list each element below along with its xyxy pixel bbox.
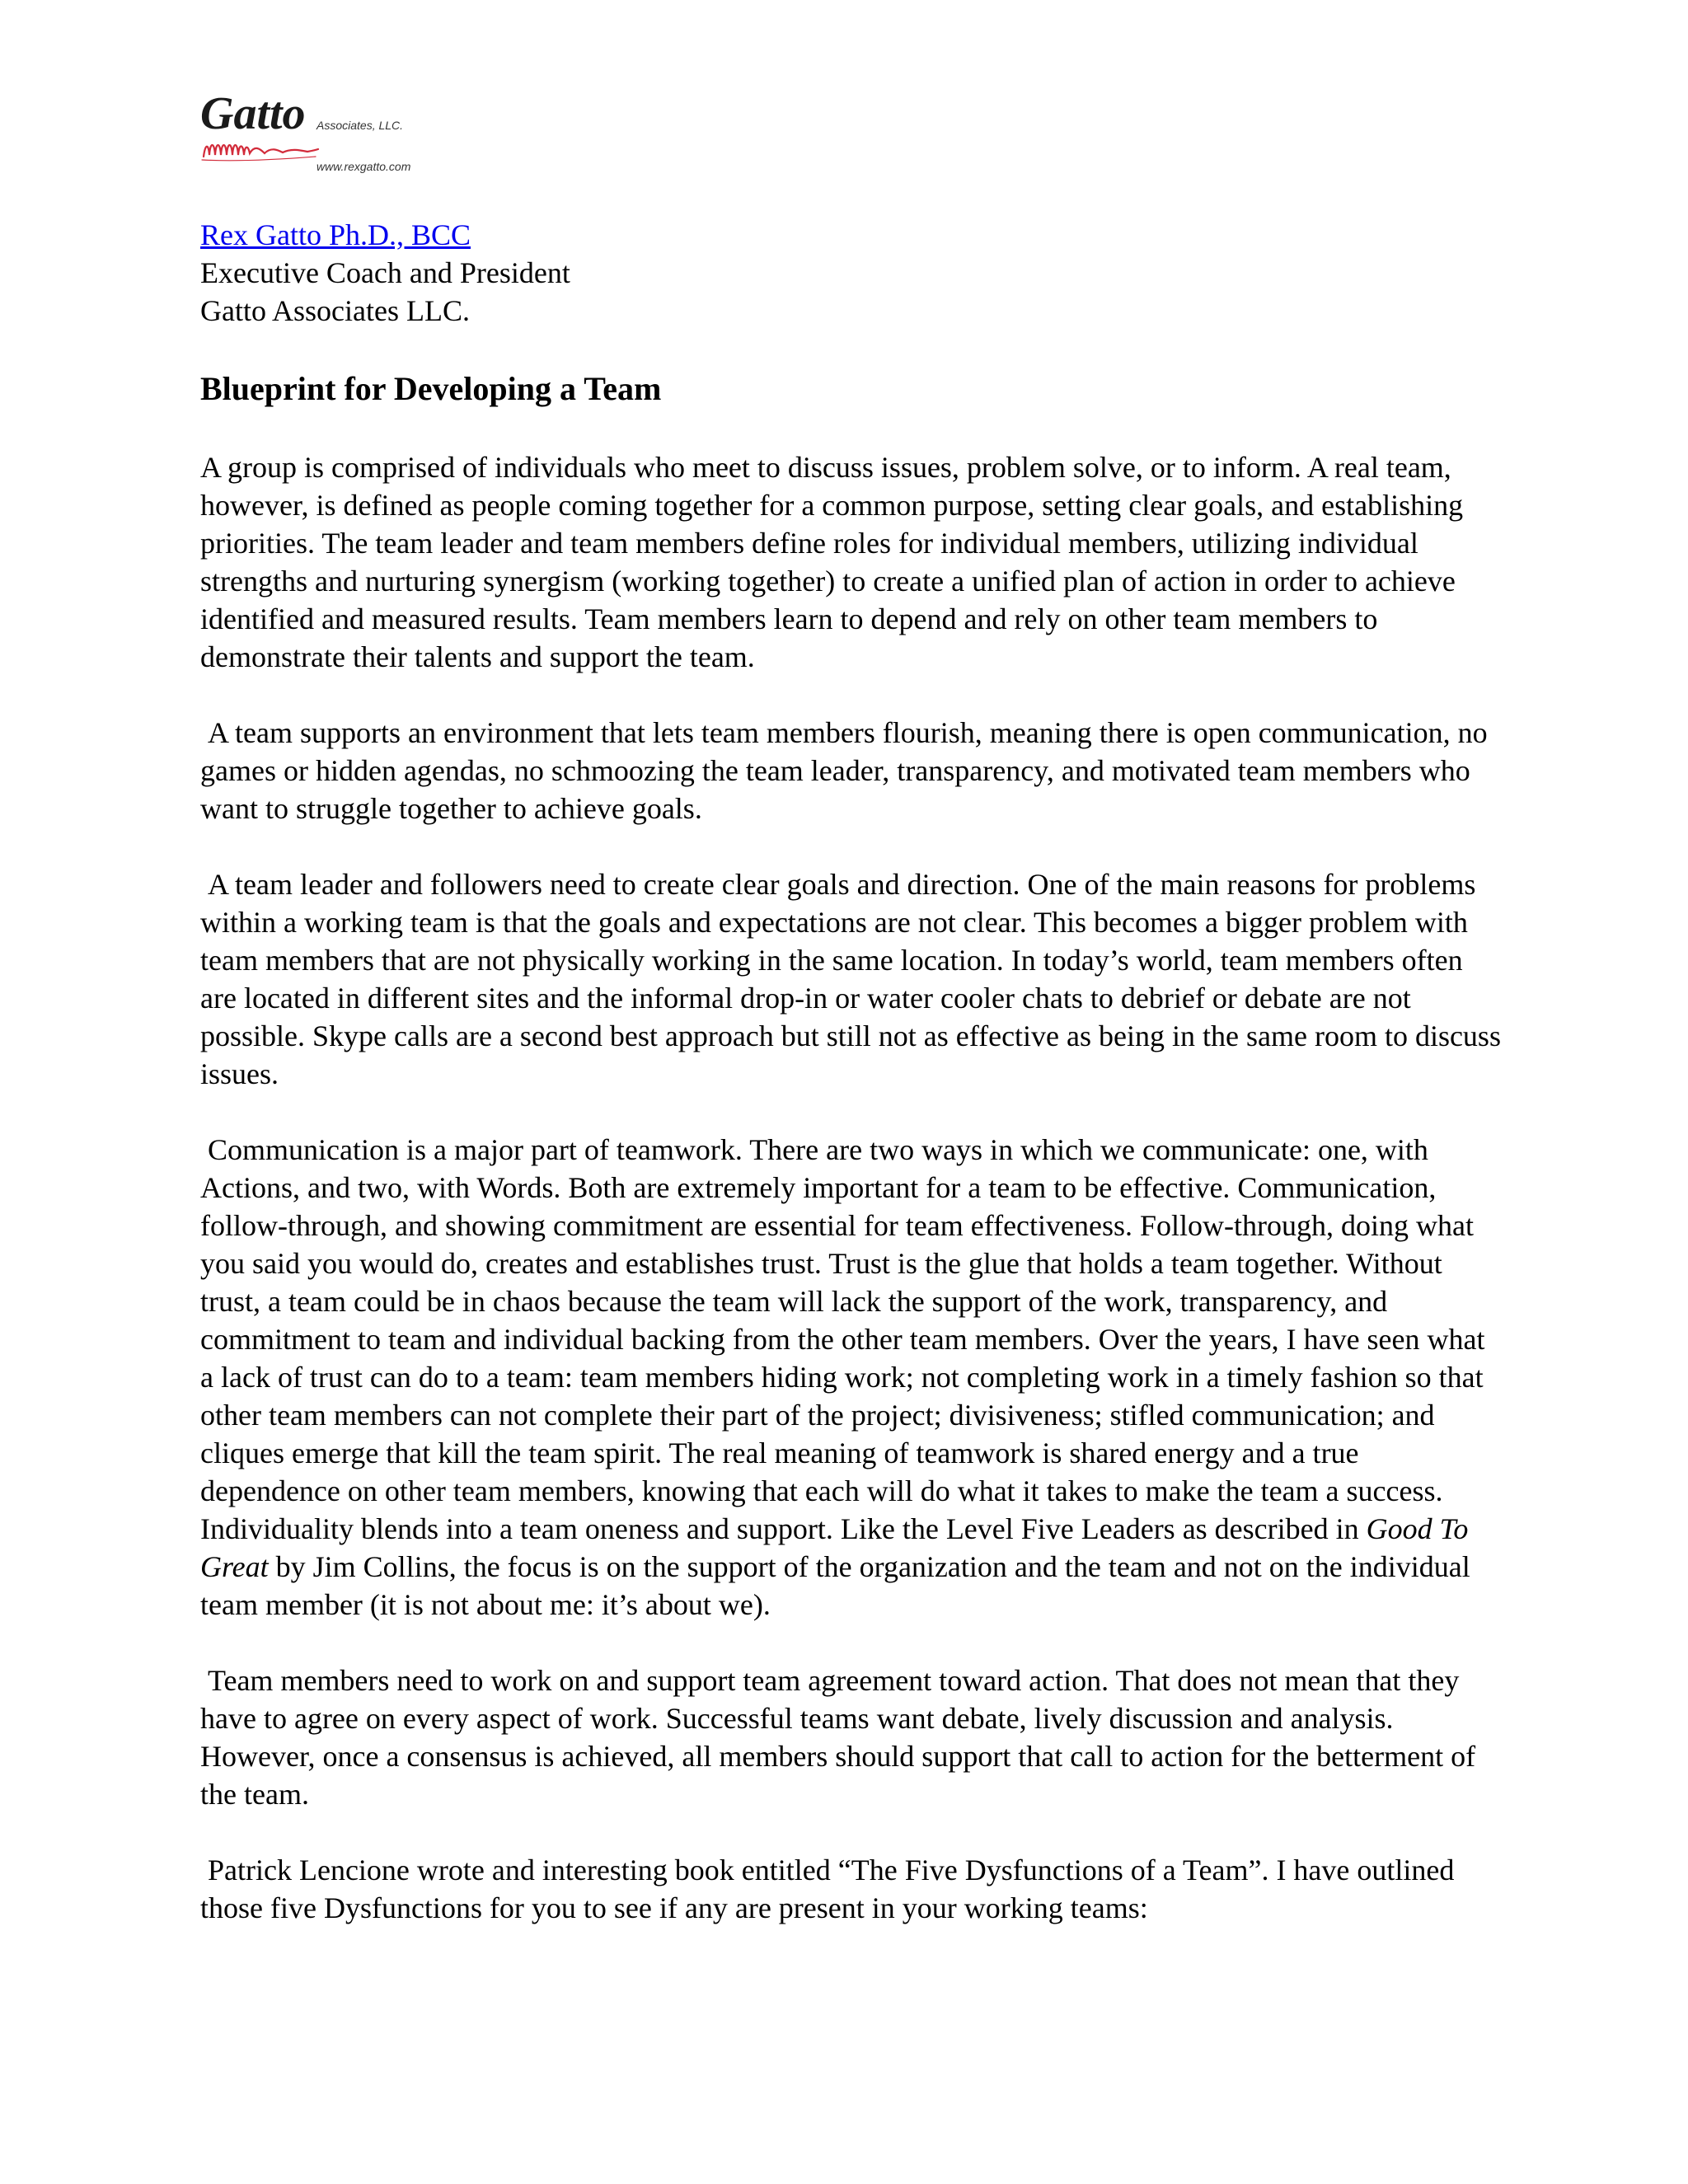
author-company: Gatto Associates LLC. [200, 294, 470, 327]
signature-swash-icon [200, 138, 320, 163]
body-paragraph: A team supports an environment that lets team members flourish, meaning there is open communication, no games or hidden agendas, no schmoozing the team leader, transparency, and motivated team members who want to struggle together to achieve goals. [200, 716, 1495, 825]
body-paragraph [200, 1131, 1503, 1624]
body-paragraph: Team members need to work on and support team agreement toward action. That does not mean that they have to agree on every aspect of work. Successful teams want debate, lively discussion and analysis. However, once a consensus is achieved, all members should support that call to action for the betterment of the team. [200, 1664, 1484, 1811]
body-paragraph: A group is comprised of individuals who meet to discuss issues, problem solve, or to inform. A real team, however, is defined as people coming together for a common purpose, setting clear goals, and establishing priorities. The team leader and team members define roles for individual members, utilizing individual strengths and nurturing synergism (working together) to create a unified plan of action in order to achieve identified and measured results. Team members learn to depend and rely on other team members to demonstrate their talents and support the team. [200, 451, 1471, 673]
book-title: Good To Great [200, 1512, 1476, 1583]
company-logo [200, 88, 448, 181]
author-block [200, 216, 1503, 330]
document-body [200, 448, 1508, 1927]
document-page [200, 88, 1508, 1927]
logo-subtitle: Associates, LLC. [316, 119, 404, 132]
logo-url: www.rexgatto.com [316, 160, 411, 173]
author-role: Executive Coach and President [200, 256, 570, 289]
logo-wordmark: Gatto [200, 88, 306, 139]
paragraph-text: Communication is a major part of teamwork. There are two ways in which we communicate: one, with Actions, and two, with Words. Both are extremely important for a team to be effective. Communication, follow-through, and showing commitment are essential for team effectiveness. Follow-through, doing what you said you would do, creates and establishes trust. Trust is the glue that holds a team together. Without trust, a team could be in chaos because the team will lack the support of the work, transparency, and commitment to team and individual backing from the other team members. Over the years, I have seen what a lack of trust can do to a team: team members hiding work; not completing work in a timely fashion so that other team members can not complete their part of the project; divisiveness; stifled communication; and cliques emerge that kill the team spirit. The real meaning of teamwork is shared energy and a true dependence on other team members, knowing that each will do what it takes to make the team a success. Individuality blends into a team oneness and support. Like the Level Five Leaders as described in [200, 1133, 1493, 1545]
body-paragraph: Patrick Lencione wrote and interesting book entitled “The Five Dysfunctions of a Team”. I have outlined those five Dysfunctions for you to see if any are present in your working teams: [200, 1854, 1462, 1924]
paragraph-text: by Jim Collins, the focus is on the support of the organization and the team and not on the individual team member (it is not about me: it’s about we). [200, 1550, 1478, 1621]
body-paragraph: A team leader and followers need to create clear goals and direction. One of the main reasons for problems within a working team is that the goals and expectations are not clear. This becomes a bigger problem with team members that are not physically working in the same location. In today’s world, team members often are located in different sites and the informal drop-in or water cooler chats to debrief or debate are not possible. Skype calls are a second best approach but still not as effective as being in the same room to discuss issues. [200, 868, 1508, 1090]
document-title: Blueprint for Developing a Team [200, 370, 662, 407]
author-name-link[interactable]: Rex Gatto Ph.D., BCC [200, 218, 471, 251]
